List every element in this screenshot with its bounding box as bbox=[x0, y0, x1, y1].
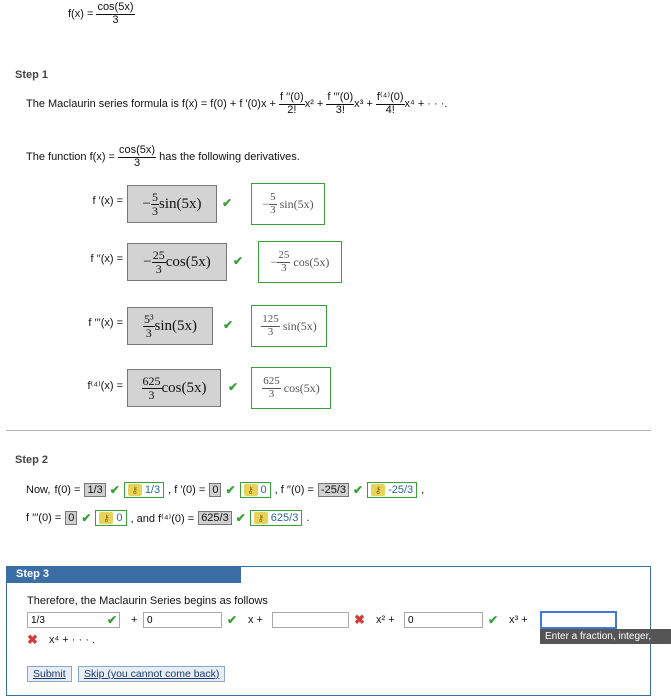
x3-coefficient-input[interactable] bbox=[404, 612, 483, 628]
plus-sign: + bbox=[131, 614, 138, 626]
check-icon: ✔ bbox=[233, 254, 244, 268]
f0-key-value: 1/3 bbox=[144, 484, 161, 496]
denominator: 3 bbox=[267, 325, 274, 338]
derivative-label: f ′′′(x) = bbox=[88, 317, 123, 329]
term2-fraction bbox=[279, 92, 305, 116]
term4-fraction bbox=[376, 92, 405, 116]
term4-den: 4! bbox=[385, 103, 395, 116]
x2-term-label: x² + bbox=[376, 614, 395, 626]
f4-answer-key[interactable] bbox=[250, 510, 303, 526]
f1-value: 0 bbox=[209, 483, 221, 497]
check-icon: ✔ bbox=[109, 483, 120, 497]
maclaurin-formula: The Maclaurin series formula is f(x) = f(0) + f ′(0)x + $\frac{f ''(0)}{2!}$ x² + $\frac{f '''(0)}{3!}$ x³ + $\frac{\text{f⁽⁴⁾(0)}}{4!}$ x⁴ + · · ·. bbox=[26, 91, 448, 116]
derivative-correct-answer bbox=[251, 367, 331, 409]
header-fraction bbox=[96, 2, 134, 26]
derivative-correct-answer bbox=[258, 241, 342, 283]
check-icon: ✔ bbox=[228, 380, 239, 394]
numerator: 625 bbox=[263, 374, 280, 387]
f4-value: 625/3 bbox=[198, 511, 232, 525]
f3-key-value: 0 bbox=[116, 512, 123, 524]
derivative-entered-value bbox=[127, 369, 221, 407]
term4-pow: x⁴ bbox=[404, 97, 415, 110]
key-icon: ⚷ bbox=[128, 484, 142, 496]
numerator: 625 bbox=[142, 373, 161, 388]
numerator: 25 bbox=[152, 247, 165, 262]
step1-label: Step 1 bbox=[15, 69, 49, 81]
numerator: 125 bbox=[262, 312, 279, 325]
check-icon: ✔ bbox=[223, 318, 234, 332]
submit-button[interactable]: Submit bbox=[27, 666, 72, 682]
input-tooltip: Enter a fraction, integer, bbox=[540, 629, 671, 644]
func-fraction bbox=[118, 145, 156, 169]
function-text: cos(5x) bbox=[293, 254, 330, 269]
numerator: 5 bbox=[151, 189, 158, 204]
check-icon: ✔ bbox=[81, 511, 92, 525]
sign: − bbox=[270, 254, 278, 269]
denominator: 3 bbox=[281, 261, 287, 274]
term4-num: f⁽⁴⁾(0) bbox=[376, 91, 404, 103]
header-numerator: cos(5x) bbox=[97, 1, 134, 13]
derivative-entered-value bbox=[127, 243, 227, 281]
key-icon: ⚷ bbox=[254, 512, 268, 524]
denominator: 3 bbox=[270, 203, 276, 216]
step3-intro: Therefore, the Maclaurin Series begins as follows bbox=[27, 595, 268, 607]
f3-label: f ′′′(0) = bbox=[26, 512, 62, 524]
key-icon: ⚷ bbox=[371, 484, 385, 496]
x-coefficient-input[interactable] bbox=[143, 612, 222, 628]
term2-pow: x² bbox=[304, 97, 314, 110]
step2-line1 bbox=[26, 482, 424, 498]
func-suffix: has the following derivatives. bbox=[159, 150, 300, 163]
term3-fraction bbox=[326, 92, 354, 116]
denominator: 3 bbox=[151, 203, 158, 218]
key-icon: ⚷ bbox=[99, 512, 113, 524]
f2-answer-key[interactable] bbox=[367, 482, 417, 498]
term3-pow: x³ bbox=[354, 97, 364, 110]
check-icon: ✔ bbox=[488, 613, 499, 627]
function-header bbox=[68, 2, 135, 26]
f0-value: 1/3 bbox=[84, 483, 105, 497]
derivative-label: f⁽⁴⁾(x) = bbox=[87, 380, 123, 392]
fx-label: f(x) = bbox=[68, 7, 94, 20]
check-icon: ✔ bbox=[227, 613, 238, 627]
derivative-label: f ′′(x) = bbox=[90, 253, 123, 265]
f3-answer-key[interactable] bbox=[95, 510, 126, 526]
check-icon: ✔ bbox=[225, 483, 236, 497]
denominator: 3 bbox=[145, 325, 152, 340]
derivative-correct-answer bbox=[251, 183, 325, 225]
function-text: sin(5x) bbox=[154, 317, 198, 334]
formula-suffix: + · · ·. bbox=[417, 97, 448, 110]
f1-key-value: 0 bbox=[260, 484, 267, 496]
f3-value: 0 bbox=[65, 511, 77, 525]
numerator: 5 bbox=[270, 190, 276, 203]
function-statement bbox=[26, 145, 300, 169]
f1-label: , f ′(0) = bbox=[168, 484, 206, 496]
sign: − bbox=[262, 196, 270, 211]
fraction bbox=[142, 375, 162, 401]
denominator: 3 bbox=[148, 387, 155, 402]
denominator: 3 bbox=[268, 387, 275, 400]
step2-label: Step 2 bbox=[15, 454, 49, 466]
x3-term-label: x³ + bbox=[509, 614, 528, 626]
f4-label: , and f⁽⁴⁾(0) = bbox=[130, 512, 195, 525]
header-denominator: 3 bbox=[112, 13, 119, 26]
formula-prefix: The Maclaurin series formula is f(x) = f(0) + f ′(0)x + bbox=[26, 97, 276, 110]
key-icon: ⚷ bbox=[244, 484, 258, 496]
sign: − bbox=[143, 253, 152, 270]
step3-label: Step 3 bbox=[16, 568, 50, 580]
skip-button[interactable]: Skip (you cannot come back) bbox=[78, 666, 225, 682]
f2-value: -25/3 bbox=[318, 483, 349, 497]
fraction bbox=[152, 249, 166, 275]
check-icon: ✔ bbox=[222, 196, 233, 210]
function-text: sin(5x) bbox=[158, 195, 202, 212]
cross-icon: ✖ bbox=[354, 612, 365, 627]
fraction bbox=[261, 314, 280, 338]
function-text: cos(5x) bbox=[283, 380, 320, 395]
x4-coefficient-input[interactable] bbox=[540, 611, 617, 629]
fraction bbox=[262, 376, 281, 400]
derivative-correct-answer bbox=[251, 305, 327, 347]
f2-key-value: -25/3 bbox=[388, 484, 414, 496]
function-text: cos(5x) bbox=[165, 253, 211, 270]
term2-num: f ′′(0) bbox=[280, 91, 304, 103]
denominator: 3 bbox=[155, 261, 162, 276]
fraction bbox=[277, 250, 290, 274]
fraction bbox=[269, 192, 277, 216]
function-text: sin(5x) bbox=[282, 318, 317, 333]
sign: − bbox=[142, 195, 151, 212]
comma: , bbox=[421, 484, 425, 496]
check-icon: ✔ bbox=[235, 511, 246, 525]
cross-icon: ✖ bbox=[27, 632, 38, 647]
f4-key-value: 625/3 bbox=[270, 512, 299, 524]
check-icon: ✔ bbox=[353, 483, 364, 497]
divider bbox=[6, 430, 651, 431]
func-prefix: The function f(x) = bbox=[26, 150, 115, 163]
period: . bbox=[306, 512, 310, 524]
derivative-label: f ′(x) = bbox=[92, 195, 123, 207]
step2-line2 bbox=[26, 510, 309, 526]
func-num: cos(5x) bbox=[119, 144, 156, 156]
fraction bbox=[143, 313, 155, 339]
derivative-entered-value bbox=[127, 307, 213, 345]
function-text: cos(5x) bbox=[161, 379, 207, 396]
step3-header bbox=[6, 566, 241, 583]
term3-den: 3! bbox=[335, 103, 345, 116]
numerator: 5³ bbox=[143, 311, 154, 326]
fraction bbox=[151, 191, 159, 217]
term2-den: 2! bbox=[287, 103, 297, 116]
f0-answer-key[interactable] bbox=[124, 482, 164, 498]
now-text: Now, bbox=[26, 484, 51, 496]
numerator: 25 bbox=[278, 248, 290, 261]
f0-label: f(0) = bbox=[54, 484, 81, 496]
x-term-label: x + bbox=[248, 614, 263, 626]
f1-answer-key[interactable] bbox=[240, 482, 271, 498]
func-den: 3 bbox=[134, 156, 141, 169]
derivative-entered-value bbox=[127, 185, 217, 223]
f2-label: , f ′′(0) = bbox=[274, 484, 314, 496]
x2-coefficient-input[interactable] bbox=[272, 612, 349, 628]
x4-term-label: x⁴ + · · · . bbox=[49, 634, 95, 646]
function-text: sin(5x) bbox=[279, 196, 314, 211]
check-icon: ✔ bbox=[107, 613, 118, 627]
term3-num: f ′′′(0) bbox=[327, 91, 354, 103]
